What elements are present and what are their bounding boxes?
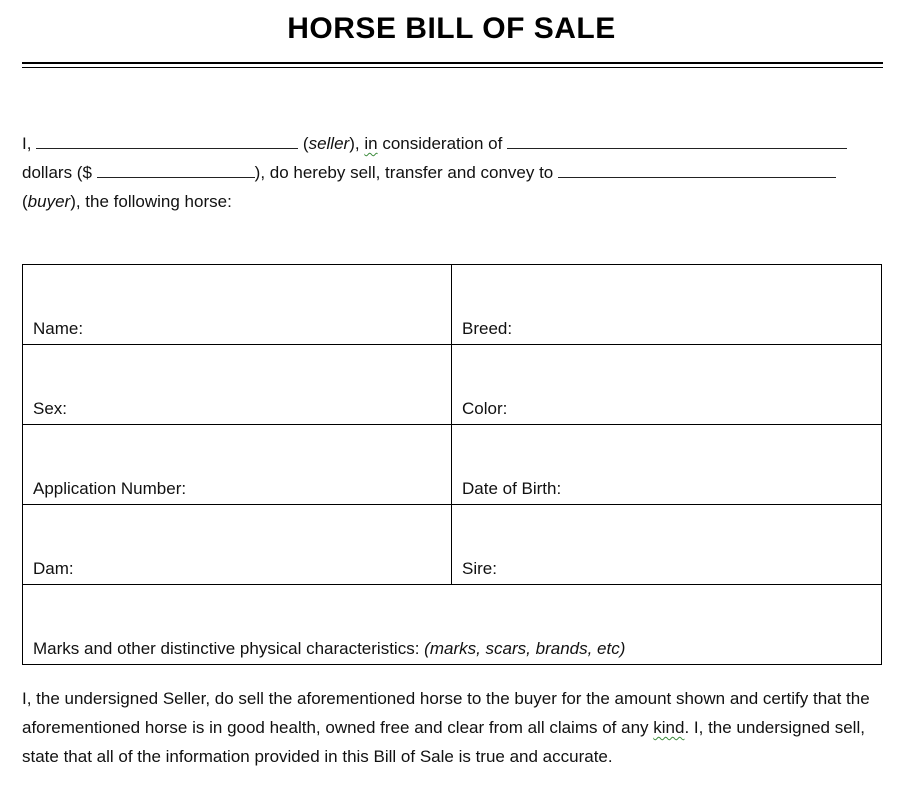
horse-details-table [22, 264, 882, 665]
certification-paragraph [22, 684, 882, 771]
sex-field[interactable] [23, 345, 452, 425]
color-field[interactable] [452, 345, 882, 425]
table-row [23, 585, 882, 665]
intro-line-3: (buyer), the following horse: [22, 192, 232, 211]
dollars-prefix: dollars ($ [22, 163, 92, 182]
sex-label: Sex: [33, 399, 68, 418]
color-label: Color: [462, 399, 508, 418]
certification-text-2: . I, the undersigned sell, state that all of the information provided in this Bill of Sale is true and accurate. [22, 718, 865, 766]
intro-line-2 [22, 163, 836, 183]
title-rule-thick [22, 62, 883, 64]
breed-label: Breed: [462, 319, 513, 338]
date-of-birth-field[interactable] [452, 425, 882, 505]
following-horse-text: ), the following horse: [70, 192, 232, 211]
dam-label: Dam: [33, 559, 74, 578]
table-row [23, 505, 882, 585]
seller-label: seller [308, 134, 350, 153]
document-title: HORSE BILL OF SALE [287, 12, 616, 45]
certification-text-1: I, the undersigned Seller, do sell the aforementioned horse to the buyer for the amount shown and certify that the aforementioned horse is in good health, owned free and clear from all claims of any [22, 689, 870, 737]
dam-field[interactable] [23, 505, 452, 585]
dollar-amount-blank[interactable] [97, 163, 255, 178]
intro-comma: , [354, 134, 360, 153]
name-label: Name: [33, 319, 84, 338]
name-field[interactable] [23, 265, 452, 345]
intro-consideration: consideration of [382, 134, 503, 153]
table-row [23, 425, 882, 505]
marks-field[interactable] [23, 585, 882, 665]
marks-hint: (marks, scars, brands, etc) [424, 639, 626, 658]
intro-line-1: I, (seller), in consideration of [22, 134, 847, 154]
consideration-amount-blank[interactable] [507, 134, 847, 149]
buyer-label: buyer [27, 192, 71, 211]
sire-field[interactable] [452, 505, 882, 585]
certification-kind-word: kind [653, 718, 685, 737]
application-number-label: Application Number: [33, 479, 187, 498]
marks-label: Marks and other distinctive physical characteristics: [33, 639, 420, 658]
table-row [23, 265, 882, 345]
convey-text: ), do hereby sell, transfer and convey to [254, 163, 554, 182]
intro-in-word: in [364, 134, 378, 153]
intro-prefix: I, [22, 134, 32, 153]
table-row [23, 345, 882, 425]
seller-name-blank[interactable] [36, 134, 298, 149]
sire-label: Sire: [462, 559, 497, 578]
breed-field[interactable] [452, 265, 882, 345]
buyer-name-blank[interactable] [558, 163, 836, 178]
title-rule-thin [22, 67, 883, 68]
application-number-field[interactable] [23, 425, 452, 505]
date-of-birth-label: Date of Birth: [462, 479, 562, 498]
